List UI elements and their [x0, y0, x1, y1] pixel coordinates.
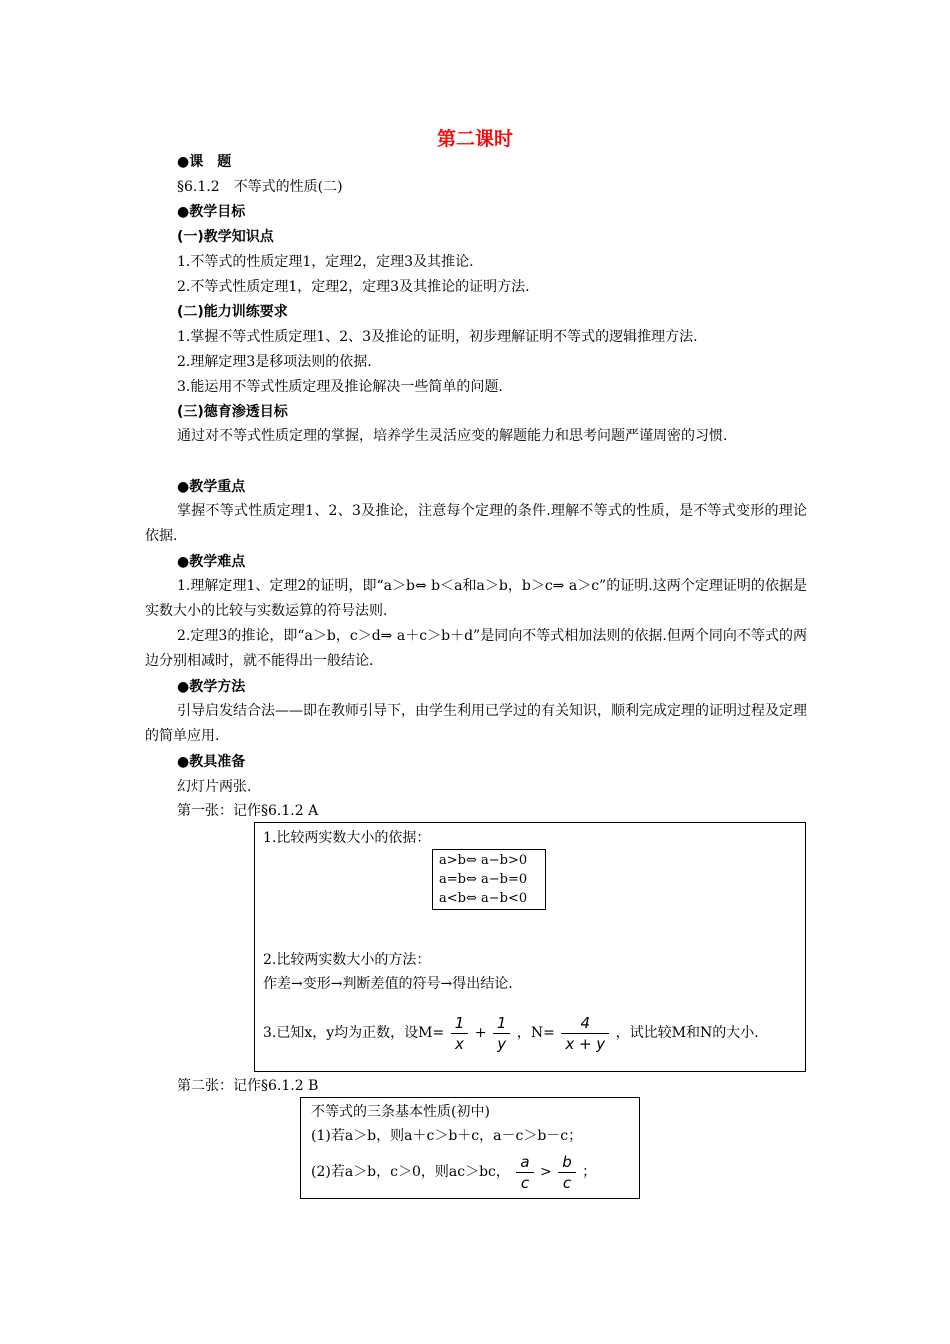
plus-sign: +: [474, 1025, 487, 1041]
item3-suffix: ，试比较M和N的大小.: [615, 1025, 759, 1041]
slide-a-box: [254, 822, 806, 1072]
difficult-item: 1.理解定理1、定理2的证明，即“a＞b⇔ b＜a和a＞b，b＞c⇒ a＞c”的证明.这两个定理证明的依据是实数大小的比较与实数运算的符号法则.: [145, 578, 807, 619]
item3-prefix: 3.已知x，y均为正数，设M=: [263, 1025, 445, 1041]
knowledge-item: 1.不等式的性质定理1，定理2，定理3及其推论.: [177, 254, 474, 270]
fraction-b-over-c: $\frac{b}{c}$: [558, 1152, 576, 1193]
slide-b-label: 第二张：记作§6.1.2 B: [177, 1078, 319, 1094]
method-text: 引导启发结合法——即在教师引导下，由学生利用已学过的有关知识，顺利完成定理的证明过程及定理的简单应用.: [145, 703, 807, 744]
slide-b-heading: 不等式的三条基本性质(初中): [311, 1104, 490, 1120]
difficult-item: 2.定理3的推论，即“a＞b，c＞d⇒ a＋c＞b＋d”是同向不等式相加法则的依据.但两个同向不等式的两边分别相减时，就不能得出一般结论.: [145, 628, 807, 669]
ability-item: 2.理解定理3是移项法则的依据.: [177, 354, 372, 370]
topic-text: §6.1.2 不等式的性质(二): [177, 179, 343, 195]
slide-b-box: [300, 1097, 640, 1199]
slide-a-item2: 2.比较两实数大小的方法：: [263, 952, 431, 968]
slide-a-item1: 1.比较两实数大小的依据：: [263, 830, 431, 846]
ability-item: 1.掌握不等式性质定理1、2、3及推论的证明，初步理解证明不等式的逻辑推理方法.: [177, 329, 698, 345]
key-text: 掌握不等式性质定理1、2、3及推论，注意每个定理的条件.理解不等式的性质，是不等式变形的理论依据.: [145, 503, 807, 544]
fraction-4-over-x-plus-y: $\frac{4}{x + y}$: [561, 1013, 609, 1054]
property-2: [311, 1150, 596, 1194]
goals-heading: ●教学目标: [177, 204, 246, 220]
slide-a-label: 第一张：记作§6.1.2 A: [177, 803, 319, 819]
fraction-1-over-y: $\frac{1}{y}$: [493, 1013, 511, 1054]
difficult-heading: ●教学难点: [177, 554, 246, 570]
moral-text: 通过对不等式性质定理的掌握，培养学生灵活应变的解题能力和思考问题严谨周密的习惯.: [177, 428, 728, 444]
n-prefix: ，N=: [516, 1025, 555, 1041]
moral-heading: (三)德育渗透目标: [177, 404, 288, 420]
slide-a-item2-text: 作差→变形→判断差值的符号→得出结论.: [263, 976, 513, 992]
knowledge-heading: (一)教学知识点: [177, 229, 274, 245]
comparison-rules-table: [432, 849, 546, 910]
method-heading: ●教学方法: [177, 679, 246, 695]
rule-less: a<b⇔ a−b<0: [439, 891, 528, 906]
rule-equal: a=b⇔ a−b=0: [439, 872, 528, 887]
key-heading: ●教学重点: [177, 479, 246, 495]
topic-heading: ●课 题: [177, 154, 232, 170]
greater-sign: >: [540, 1164, 552, 1180]
knowledge-item: 2.不等式性质定理1，定理2，定理3及其推论的证明方法.: [177, 279, 530, 295]
ability-heading: (二)能力训练要求: [177, 304, 288, 320]
page-title: 第二课时: [436, 128, 513, 150]
tools-text: 幻灯片两张.: [177, 779, 252, 795]
prop2-suffix: ；: [582, 1164, 597, 1180]
rule-greater: a>b⇔ a−b>0: [439, 853, 528, 868]
prop2-prefix: (2)若a＞b，c＞0，则ac＞bc，: [311, 1164, 510, 1180]
fraction-1-over-x: $\frac{1}{x}$: [451, 1013, 469, 1054]
property-1: (1)若a＞b，则a＋c＞b＋c，a－c＞b－c；: [311, 1128, 583, 1144]
fraction-a-over-c: $\frac{a}{c}$: [516, 1152, 533, 1193]
slide-a-item3: [263, 1011, 759, 1055]
ability-item: 3.能运用不等式性质定理及推论解决一些简单的问题.: [177, 379, 503, 395]
tools-heading: ●教具准备: [177, 754, 246, 770]
